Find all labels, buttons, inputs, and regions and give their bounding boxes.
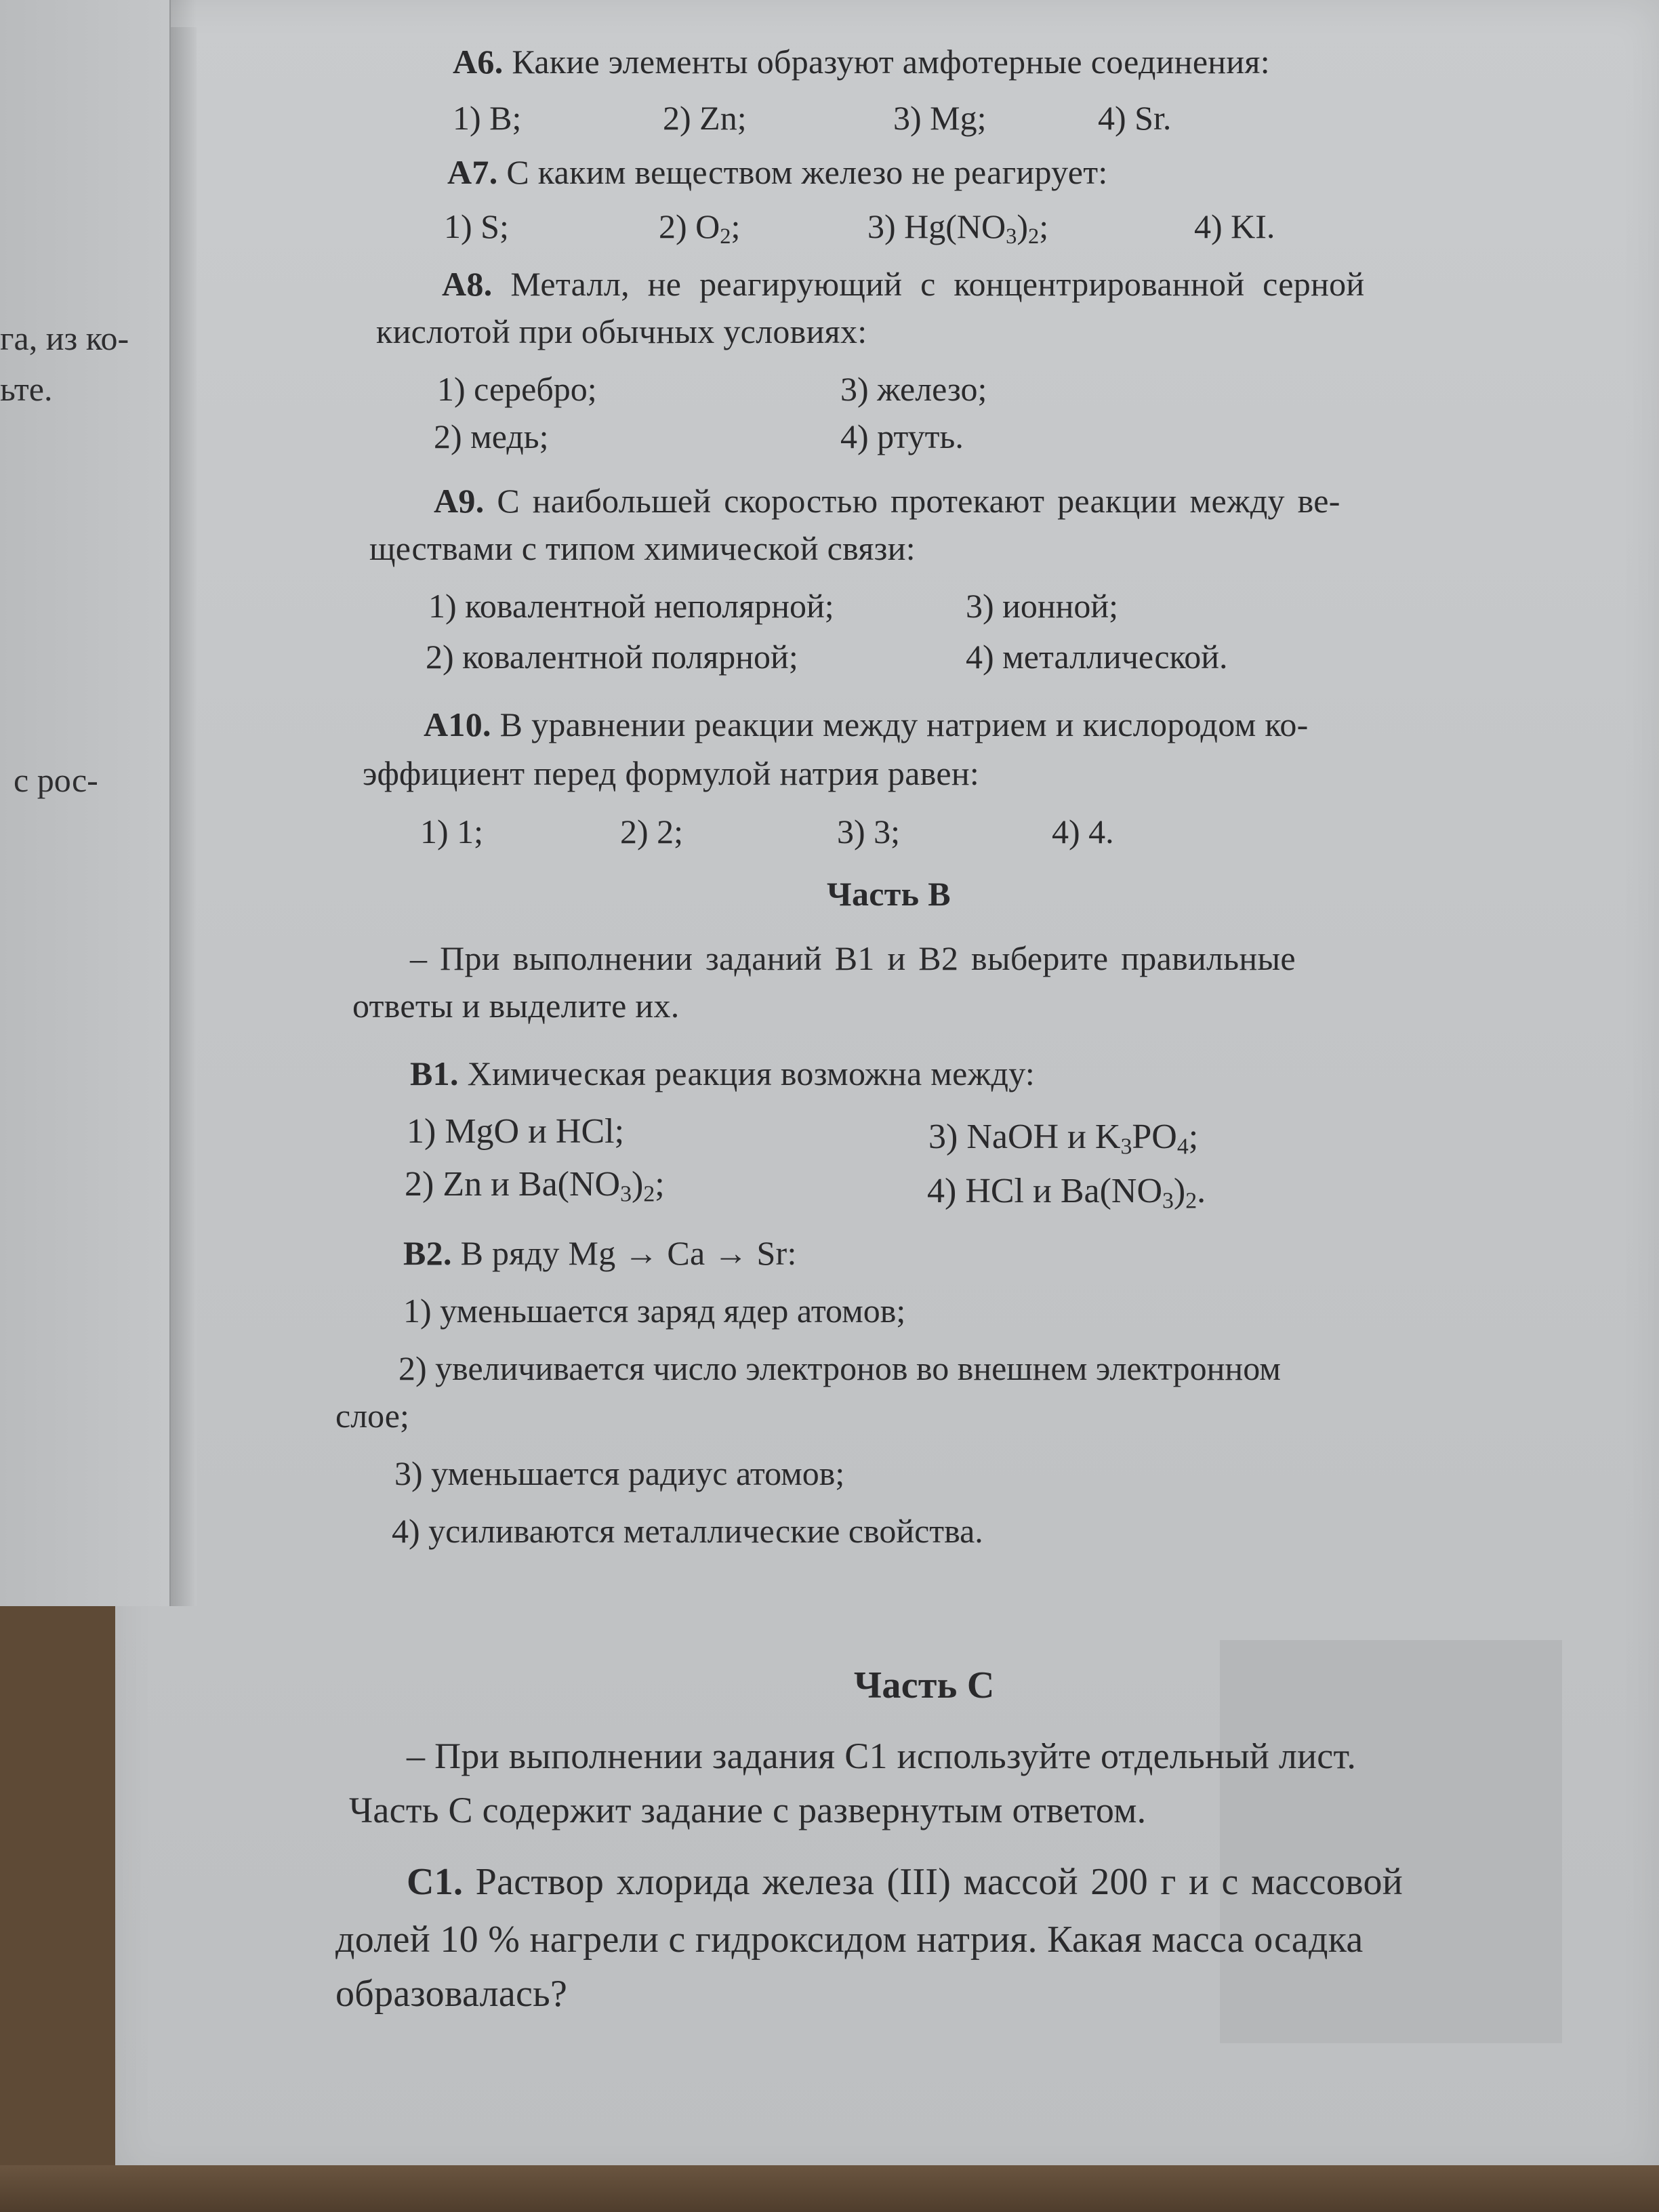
question-b1 [410, 1054, 1035, 1093]
question-c1-cont-1: долей 10 % нагрели с гидроксидом натрия. Какая масса осадка [335, 1919, 1364, 1961]
option-b1-3: 3) NaOH и $K_3PO_4$; [928, 1118, 1199, 1160]
question-number: А10. [424, 705, 491, 743]
option-a10-1: 1) 1; [420, 813, 484, 851]
question-number: С1. [407, 1861, 464, 1903]
option-a7-1: 1) S; [444, 207, 509, 245]
option-a10-3: 3) 3; [837, 813, 901, 851]
option-b1-2: 2) Zn и $Ba(NO_3)_2$; [405, 1165, 665, 1207]
question-text: С наибольшей скоростью протекают реакции между ве- [497, 482, 1340, 520]
option-a8-1: 1) серебро; [437, 370, 597, 408]
side-text-1: га, из ко- [0, 319, 129, 357]
part-c-intro: – При выполнении задания С1 используйте отдельный лист. [407, 1736, 1357, 1776]
question-number: В2. [403, 1234, 452, 1272]
option-b2-3: 3) уменьшается радиус атомов; [394, 1454, 845, 1492]
option-a9-3: 3) ионной; [966, 587, 1119, 625]
option-a9-4: 4) металлической. [966, 638, 1228, 676]
option-a9-2: 2) ковалентной полярной; [426, 638, 798, 676]
option-a9-1: 1) ковалентной неполярной; [428, 587, 834, 625]
question-b2 [403, 1233, 797, 1273]
option-b2-2: 2) увеличивается число электронов во внешнем электронном [398, 1349, 1281, 1387]
question-a6 [453, 42, 1270, 81]
side-text-3: с рос- [14, 761, 98, 799]
question-number: А7. [447, 153, 498, 191]
side-text-2: ьте. [0, 370, 53, 408]
question-a8 [442, 264, 1365, 304]
question-text: С каким веществом железо не реагирует: [506, 153, 1108, 191]
question-text: Раствор хлорида железа (III) массой 200 г и с массовой [475, 1861, 1404, 1903]
question-text: Металл, не реагирующий с концентрированной серной [510, 265, 1365, 303]
option-a6-2: 2) Zn; [663, 99, 747, 137]
question-a7 [447, 152, 1108, 192]
question-text: Химическая реакция возможна между: [467, 1054, 1036, 1092]
question-number: В1. [410, 1054, 459, 1092]
option-a6-1: 1) B; [453, 99, 522, 137]
option-b2-4: 4) усиливаются металлические свойства. [392, 1512, 983, 1550]
question-text: В уравнении реакции между натрием и кислородом ко- [499, 705, 1309, 743]
question-a10 [424, 705, 1309, 744]
option-a7-3: 3) $Hg(NO_3)_2$; [867, 207, 1049, 249]
option-a8-4: 4) ртуть. [840, 417, 964, 455]
question-a8-cont: кислотой при обычных условиях: [376, 312, 867, 350]
option-b1-1: 1) MgO и HCl; [407, 1112, 625, 1151]
part-c-intro-cont: Часть С содержит задание с развернутым ответом. [349, 1790, 1147, 1830]
question-number: А6. [453, 43, 504, 81]
question-a9-cont: ществами с типом химической связи: [369, 529, 916, 567]
option-a7-2: 2) $O_2$; [659, 207, 741, 249]
part-b-intro-cont: ответы и выделите их. [352, 987, 680, 1025]
option-a8-3: 3) железо; [840, 370, 987, 408]
option-a6-4: 4) Sr. [1098, 99, 1172, 137]
option-a7-4: 4) KI. [1194, 207, 1275, 245]
question-number: А8. [442, 265, 493, 303]
option-b1-4: 4) HCl и $Ba(NO_3)_2$. [927, 1172, 1206, 1214]
question-c1-cont-2: образовалась? [335, 1973, 568, 2015]
option-a8-2: 2) медь; [434, 417, 549, 455]
part-b-title: Часть В [827, 875, 951, 913]
part-c-title: Часть С [854, 1664, 995, 1706]
question-c1 [407, 1860, 1403, 1904]
question-number: А9. [434, 482, 485, 520]
question-text: Какие элементы образуют амфотерные соединения: [512, 43, 1270, 81]
option-a6-3: 3) Mg; [893, 99, 987, 137]
option-a10-4: 4) 4. [1052, 813, 1114, 851]
question-a10-cont: эффициент перед формулой натрия равен: [363, 754, 980, 792]
part-b-intro: – При выполнении заданий В1 и В2 выберите правильные [410, 939, 1296, 977]
question-a9 [434, 481, 1340, 520]
option-b2-2-cont: слое; [335, 1397, 409, 1435]
option-a10-2: 2) 2; [620, 813, 684, 851]
option-b2-1: 1) уменьшается заряд ядер атомов; [403, 1292, 906, 1330]
question-text: В ряду Mg → Ca → Sr: [460, 1234, 797, 1272]
